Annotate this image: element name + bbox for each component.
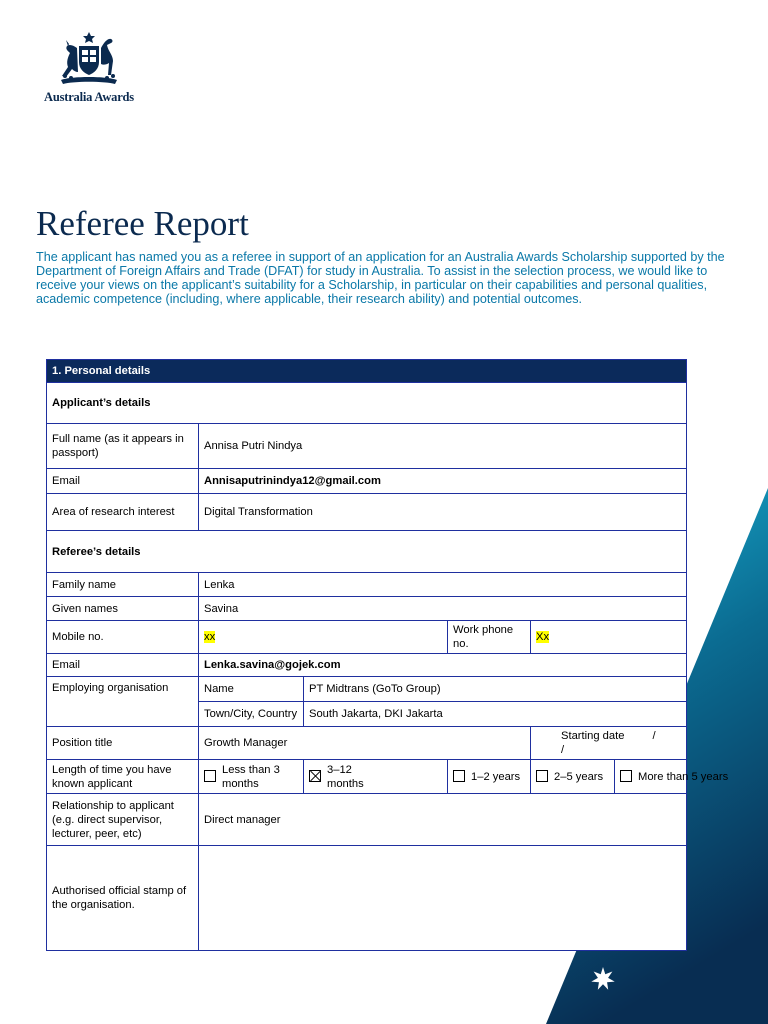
full-name-label: Full name (as it appears in passport) — [47, 424, 199, 469]
checkbox-more-than-5-years[interactable] — [620, 770, 632, 782]
checkbox-3-12-months[interactable] — [309, 770, 321, 782]
referee-email-field[interactable]: Lenka.savina@gojek.com — [199, 654, 687, 677]
checkbox-1-2-years[interactable] — [453, 770, 465, 782]
research-interest-label: Area of research interest — [47, 494, 199, 531]
checkbox-less-than-3-months[interactable] — [204, 770, 216, 782]
applicant-email-label: Email — [47, 469, 199, 494]
option-3-12-months[interactable] — [304, 760, 448, 794]
option-less-than-3-months[interactable] — [199, 760, 304, 794]
work-phone-value: Xx — [536, 631, 550, 643]
option-1-2-years[interactable] — [448, 760, 531, 794]
intro-paragraph: The applicant has named you as a referee in support of an application for an Australia Awards Scholarship supported by the Department of Foreign Affairs and Trade (DFAT) for study in Australia. To assist in the selection process, we would like to receive your views on the applicant’s suitability for a Scholarship, in particular on their capabilities and personal qualities, academic competence (including, where applicable, their research ability) and potential outcomes. — [36, 250, 725, 306]
option-label: 2–5 years — [554, 770, 604, 783]
referee-email-label: Email — [47, 654, 199, 677]
position-title-field[interactable]: Growth Manager — [199, 727, 531, 760]
option-more-than-5-years[interactable] — [615, 760, 729, 794]
work-phone-label: Work phone no. — [448, 621, 531, 654]
employing-org-label: Employing organisation — [47, 677, 199, 727]
length-known-label: Length of time you have known applicant — [47, 760, 199, 794]
personal-details-form — [46, 359, 729, 951]
option-label: Less than 3 months — [222, 763, 280, 790]
australia-awards-logo — [36, 30, 142, 105]
brand-name: Australia Awards — [44, 90, 134, 104]
org-name-field[interactable]: PT Midtrans (GoTo Group) — [304, 677, 687, 702]
mobile-field[interactable] — [199, 621, 448, 654]
seven-point-star-icon — [590, 966, 616, 992]
research-interest-field[interactable]: Digital Transformation — [199, 494, 687, 531]
option-label: 1–2 years — [471, 770, 521, 783]
position-title-label: Position title — [47, 727, 199, 760]
stamp-label: Authorised official stamp of the organisation. — [47, 846, 199, 951]
family-name-label: Family name — [47, 573, 199, 597]
given-names-label: Given names — [47, 597, 199, 621]
starting-date-label: Starting date — [561, 730, 625, 742]
mobile-value: xx — [204, 631, 216, 643]
family-name-field[interactable]: Lenka — [199, 573, 687, 597]
given-names-field[interactable]: Savina — [199, 597, 687, 621]
work-phone-field[interactable] — [531, 621, 687, 654]
coat-of-arms-icon — [51, 30, 127, 88]
org-location-label: Town/City, Country — [199, 702, 304, 727]
option-2-5-years[interactable] — [531, 760, 615, 794]
org-location-field[interactable]: South Jakarta, DKI Jakarta — [304, 702, 687, 727]
option-label: 3–12 months — [327, 763, 364, 790]
starting-date-cell[interactable] — [531, 727, 687, 760]
org-name-label: Name — [199, 677, 304, 702]
section-title: 1. Personal details — [47, 360, 687, 383]
option-label: More than 5 years — [638, 770, 729, 783]
starting-date-value: / / — [561, 730, 656, 756]
applicant-details-heading: Applicant’s details — [47, 383, 687, 424]
referee-details-heading: Referee’s details — [47, 531, 687, 573]
relationship-field[interactable]: Direct manager — [199, 794, 687, 846]
page-title: Referee Report — [36, 204, 249, 243]
full-name-field[interactable]: Annisa Putri Nindya — [199, 424, 687, 469]
applicant-email-field[interactable]: Annisaputrinindya12@gmail.com — [199, 469, 687, 494]
mobile-label: Mobile no. — [47, 621, 199, 654]
section-header-row — [47, 360, 687, 383]
relationship-label: Relationship to applicant (e.g. direct supervisor, lecturer, peer, etc) — [47, 794, 199, 846]
checkbox-2-5-years[interactable] — [536, 770, 548, 782]
stamp-field[interactable] — [199, 846, 687, 951]
